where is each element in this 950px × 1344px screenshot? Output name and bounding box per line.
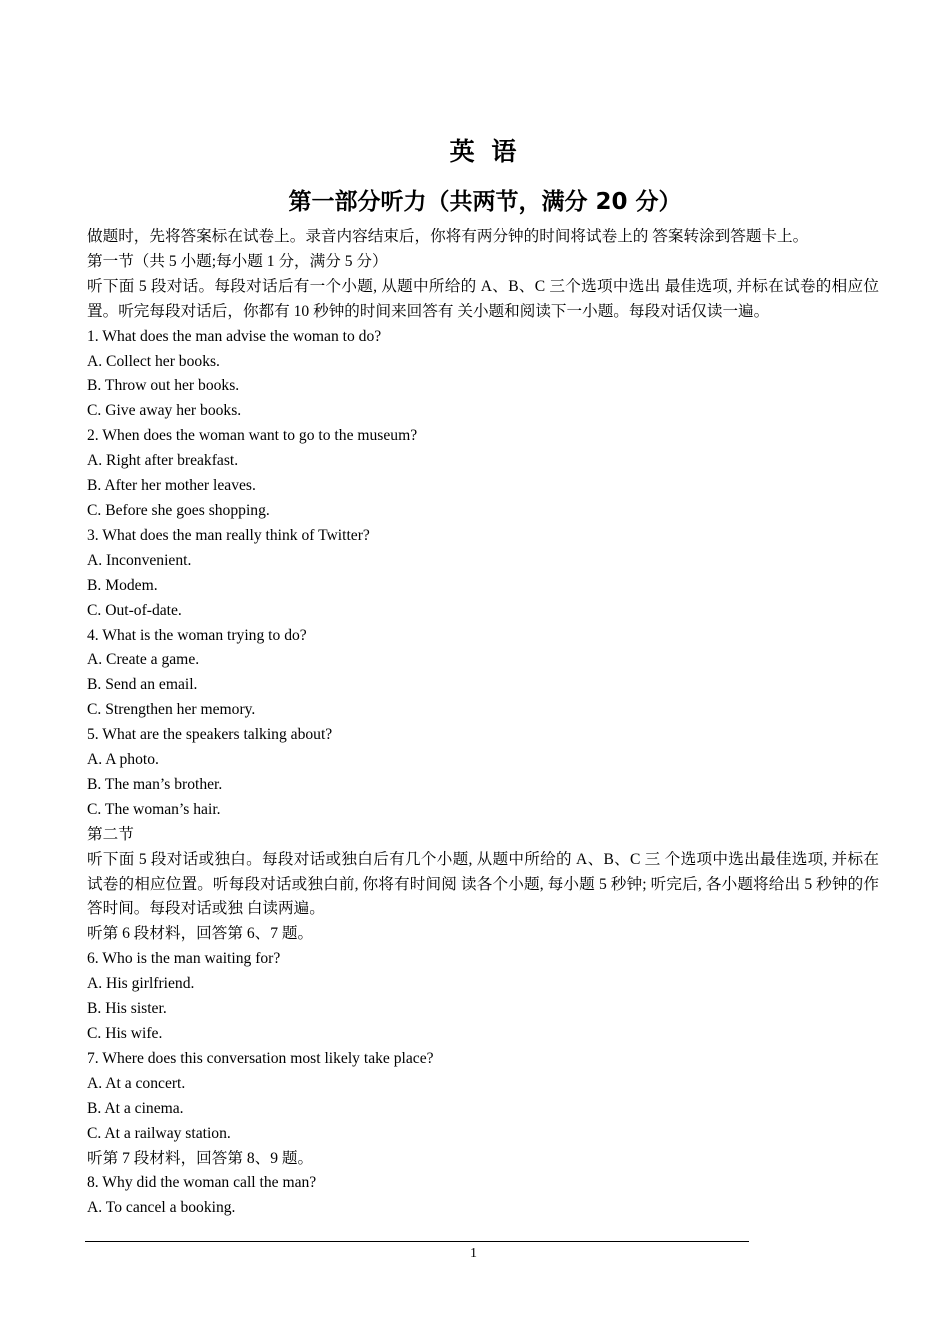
question-5-option-b: B. The man’s brother. [87,775,223,793]
question-4: 4. What is the woman trying to do? [87,626,307,644]
question-5-option-a: A. A photo. [87,751,159,769]
document-body [87,225,879,1221]
section-heading: 第一部分听力（共两节，满分 20 分） [288,189,682,215]
footer-divider [85,1241,749,1242]
section-one-heading: 第一节（共 5 小题;每小题 1 分，满分 5 分） [87,252,388,270]
instruction-text: 做题时，先将答案标在试卷上。录音内容结束后，你将有两分钟的时间将试卷上的 答案转涂到答题卡上。 [87,228,809,245]
question-8-option-a: A. To cancel a booking. [87,1199,236,1217]
question-1-option-b: B. Throw out her books. [87,377,240,395]
question-3-option-a: A. Inconvenient. [87,551,192,569]
question-7-option-b: B. At a cinema. [87,1099,184,1117]
question-3-option-c: C. Out-of-date. [87,601,182,619]
question-4-option-a: A. Create a game. [87,651,200,669]
question-5-option-c: C. The woman’s hair. [87,800,221,818]
question-2: 2. When does the woman want to go to the museum? [87,427,418,445]
page-title: 英 语 [449,137,521,166]
question-7: 7. Where does this conversation most likely take place? [87,1049,434,1067]
material-7-note: 听第 7 段材料，回答第 8、9 题。 [87,1149,314,1167]
material-6-note: 听第 6 段材料，回答第 6、7 题。 [87,925,314,943]
question-5: 5. What are the speakers talking about? [87,726,333,744]
question-6-option-c: C. His wife. [87,1025,163,1042]
question-3: 3. What does the man really think of Twitter? [87,526,370,544]
question-2-option-c: C. Before she goes shopping. [87,501,270,519]
question-7-option-a: A. At a concert. [87,1074,186,1092]
page-number: 1 [470,1246,477,1261]
question-6: 6. Who is the man waiting for? [87,950,281,968]
question-2-option-b: B. After her mother leaves. [87,477,256,495]
question-2-option-a: A. Right after breakfast. [87,452,239,470]
question-4-option-c: C. Strengthen her memory. [87,701,256,719]
question-7-option-c: C. At a railway station. [87,1124,231,1142]
question-1: 1. What does the man advise the woman to do? [87,327,382,345]
section-one-instructions: 听下面 5 段对话。每段对话后有一个小题, 从题中所给的 A、B、C 三个选项中选出 最佳选项, 并标在试卷的相应位置。听完每段对话后，你都有 10 秒钟的时间来回答有 关小题和阅读下一小题。每段对话仅读一遍。 [87,277,879,320]
question-6-option-b: B. His sister. [87,1000,167,1018]
question-1-option-c: C. Give away her books. [87,402,242,420]
section-two-instructions: 听下面 5 段对话或独白。每段对话或独白后有几个小题, 从题中所给的 A、B、C 三 个选项中选出最佳选项, 并标在试卷的相应位置。听每段对话或独白前, 你将有时间阅 读各个小题, 每小题 5 秒钟; 听完后, 各小题将给出 5 秒钟的作答时间。每段对话或独 白读两遍。 [87,850,879,918]
question-6-option-a: A. His girlfriend. [87,975,195,993]
question-3-option-b: B. Modem. [87,576,158,594]
question-8: 8. Why did the woman call the man? [87,1174,317,1192]
question-1-option-a: A. Collect her books. [87,352,220,370]
question-4-option-b: B. Send an email. [87,676,198,694]
section-two-heading: 第二节 [87,825,134,843]
